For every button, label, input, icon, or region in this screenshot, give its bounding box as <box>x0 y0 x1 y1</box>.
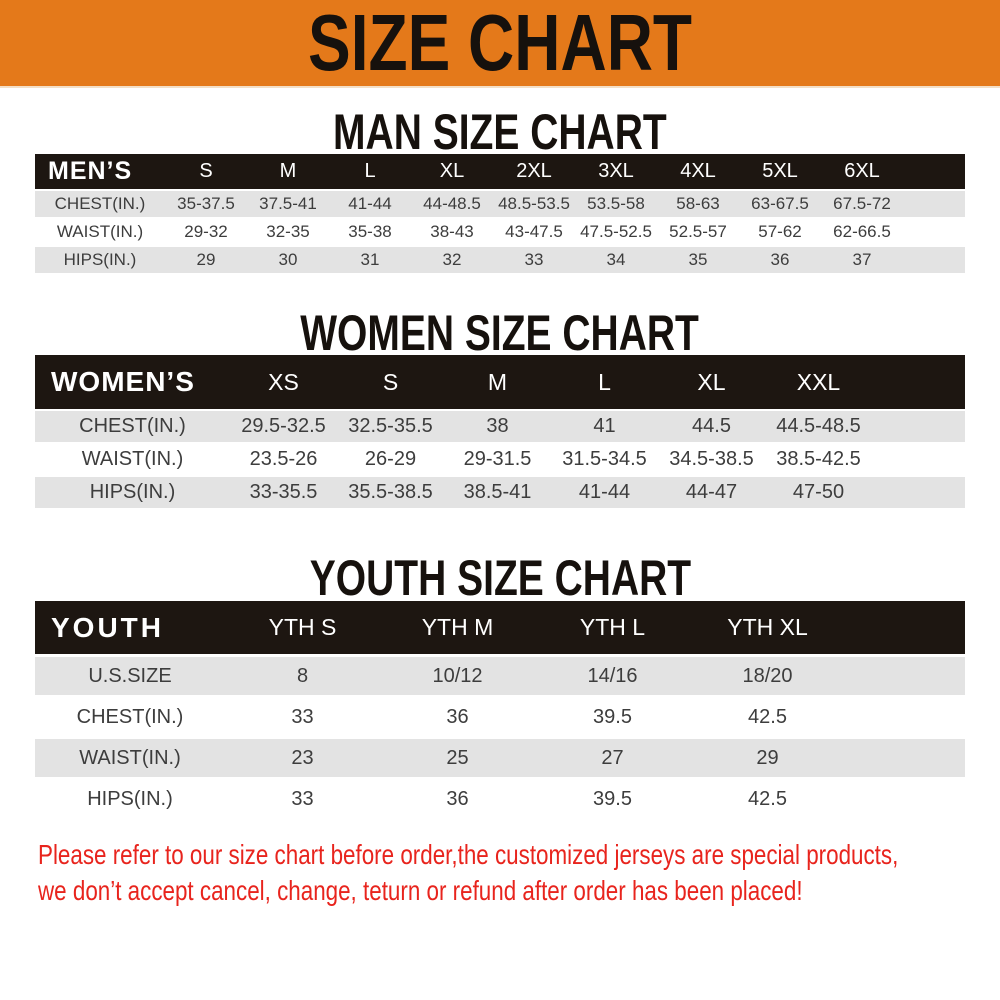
table-cell: 33 <box>524 250 544 269</box>
womens-header-row <box>35 355 965 409</box>
column-header: L <box>364 160 376 182</box>
table-cell: 38.5-42.5 <box>776 448 861 470</box>
row-label: WAIST(IN.) <box>81 448 184 470</box>
filler-cell <box>845 780 965 818</box>
table-cell: 36 <box>770 250 790 269</box>
table-cell: 34 <box>606 250 626 269</box>
table-cell: 30 <box>278 250 298 269</box>
column-header: YTH L <box>579 614 646 640</box>
table-cell: 38-43 <box>430 222 474 241</box>
table-cell: 35-38 <box>348 222 392 241</box>
filler-cell <box>845 739 965 777</box>
table-cell: 44.5 <box>692 415 731 437</box>
table-cell: 14/16 <box>587 664 638 687</box>
table-cell: 58-63 <box>676 194 720 213</box>
table-row <box>35 219 965 245</box>
filler-cell <box>872 355 965 409</box>
table-cell: 23 <box>291 746 314 769</box>
women-section-heading <box>0 305 1000 361</box>
table-cell: 41-44 <box>348 194 392 213</box>
column-header: YTH S <box>268 614 337 640</box>
womens-size-table <box>35 353 965 510</box>
table-cell: 10/12 <box>432 664 483 687</box>
table-cell: 29-31.5 <box>463 448 532 470</box>
table-cell: 25 <box>446 746 469 769</box>
table-cell: 47.5-52.5 <box>580 222 652 241</box>
column-header: 3XL <box>598 160 634 182</box>
table-cell: 8 <box>296 664 309 687</box>
disclaimer-note <box>0 837 1000 909</box>
womens-table-title: WOMEN’S <box>51 366 195 397</box>
table-cell: 52.5-57 <box>669 222 727 241</box>
table-cell: 44.5-48.5 <box>776 415 861 437</box>
filler-cell <box>903 247 965 273</box>
table-cell: 39.5 <box>593 787 632 810</box>
table-row <box>35 698 965 736</box>
column-header: 5XL <box>762 160 798 182</box>
table-cell: 33 <box>291 705 314 728</box>
column-header: XL <box>697 368 726 395</box>
table-row <box>35 444 965 475</box>
table-cell: 31 <box>360 250 380 269</box>
column-header: 6XL <box>844 160 880 182</box>
mens-table-title: MEN’S <box>48 157 133 185</box>
column-header: L <box>598 368 611 395</box>
table-cell: 34.5-38.5 <box>669 448 754 470</box>
table-cell: 35 <box>688 250 708 269</box>
table-cell: 26-29 <box>364 448 417 470</box>
table-row <box>35 247 965 273</box>
table-cell: 47-50 <box>792 481 845 503</box>
column-header: M <box>279 160 297 182</box>
table-cell: 35-37.5 <box>177 194 235 213</box>
table-cell: 31.5-34.5 <box>562 448 647 470</box>
youth-section-heading <box>0 550 1000 606</box>
size-chart-banner <box>0 0 1000 88</box>
table-cell: 27 <box>601 746 624 769</box>
row-label: CHEST(IN.) <box>79 415 186 437</box>
table-row <box>35 411 965 442</box>
column-header: XL <box>439 160 465 182</box>
disclaimer-line-2: we don’t accept cancel, change, teturn or refund after order has been placed! <box>38 875 803 906</box>
table-cell: 33-35.5 <box>249 481 318 503</box>
table-cell: 29-32 <box>184 222 228 241</box>
table-cell: 35.5-38.5 <box>348 481 433 503</box>
table-cell: 57-62 <box>758 222 802 241</box>
table-cell: 63-67.5 <box>751 194 809 213</box>
size-chart-title: SIZE CHART <box>308 0 692 87</box>
table-cell: 62-66.5 <box>833 222 891 241</box>
filler-cell <box>903 219 965 245</box>
row-label: CHEST(IN.) <box>76 705 184 728</box>
row-label: CHEST(IN.) <box>54 194 146 213</box>
table-cell: 37 <box>852 250 872 269</box>
table-cell: 53.5-58 <box>587 194 645 213</box>
filler-cell <box>903 154 965 189</box>
table-cell: 38 <box>486 415 509 437</box>
row-label: HIPS(IN.) <box>63 250 137 269</box>
women-size-chart-heading: WOMEN SIZE CHART <box>300 305 700 361</box>
table-cell: 48.5-53.5 <box>498 194 570 213</box>
column-header: S <box>382 368 399 395</box>
youth-size-table <box>35 598 965 821</box>
table-cell: 18/20 <box>742 664 793 687</box>
youth-size-chart-heading: YOUTH SIZE CHART <box>309 550 691 606</box>
column-header: YTH M <box>421 614 494 640</box>
filler-cell <box>872 411 965 442</box>
row-label: WAIST(IN.) <box>56 222 144 241</box>
column-header: XXL <box>796 368 841 395</box>
table-cell: 29.5-32.5 <box>241 415 326 437</box>
filler-cell <box>845 698 965 736</box>
table-cell: 41 <box>593 415 616 437</box>
row-label: HIPS(IN.) <box>87 787 173 810</box>
disclaimer-line-1: Please refer to our size chart before order,the customized jerseys are special products, <box>38 839 899 870</box>
man-section-heading <box>0 104 1000 160</box>
table-cell: 32.5-35.5 <box>348 415 433 437</box>
column-header: YTH XL <box>727 614 808 640</box>
table-cell: 42.5 <box>748 787 787 810</box>
table-cell: 33 <box>291 787 314 810</box>
table-cell: 39.5 <box>593 705 632 728</box>
table-row <box>35 780 965 818</box>
table-cell: 43-47.5 <box>505 222 563 241</box>
table-cell: 23.5-26 <box>249 448 318 470</box>
row-label: U.S.SIZE <box>88 664 172 687</box>
table-row <box>35 191 965 217</box>
table-cell: 29 <box>756 746 779 769</box>
table-cell: 36 <box>446 705 469 728</box>
column-header: M <box>487 368 508 395</box>
filler-cell <box>872 477 965 508</box>
table-cell: 44-48.5 <box>423 194 481 213</box>
table-cell: 41-44 <box>578 481 631 503</box>
table-cell: 29 <box>196 250 216 269</box>
table-cell: 36 <box>446 787 469 810</box>
mens-size-table <box>35 152 965 275</box>
filler-cell <box>845 657 965 695</box>
table-row <box>35 477 965 508</box>
column-header: XS <box>268 368 299 395</box>
youth-header-row <box>35 601 965 654</box>
youth-table-title: YOUTH <box>51 611 164 643</box>
column-header: 2XL <box>516 160 552 182</box>
table-cell: 42.5 <box>748 705 787 728</box>
table-row <box>35 657 965 695</box>
row-label: WAIST(IN.) <box>79 746 181 769</box>
table-cell: 67.5-72 <box>833 194 891 213</box>
table-cell: 44-47 <box>685 481 738 503</box>
table-cell: 32 <box>442 250 462 269</box>
table-cell: 32-35 <box>266 222 310 241</box>
column-header: 4XL <box>680 160 716 182</box>
table-row <box>35 739 965 777</box>
filler-cell <box>845 601 965 654</box>
row-label: HIPS(IN.) <box>89 481 176 503</box>
filler-cell <box>903 191 965 217</box>
column-header: S <box>199 160 213 182</box>
table-cell: 38.5-41 <box>463 481 532 503</box>
filler-cell <box>872 444 965 475</box>
table-cell: 37.5-41 <box>259 194 317 213</box>
man-size-chart-heading: MAN SIZE CHART <box>333 104 667 160</box>
